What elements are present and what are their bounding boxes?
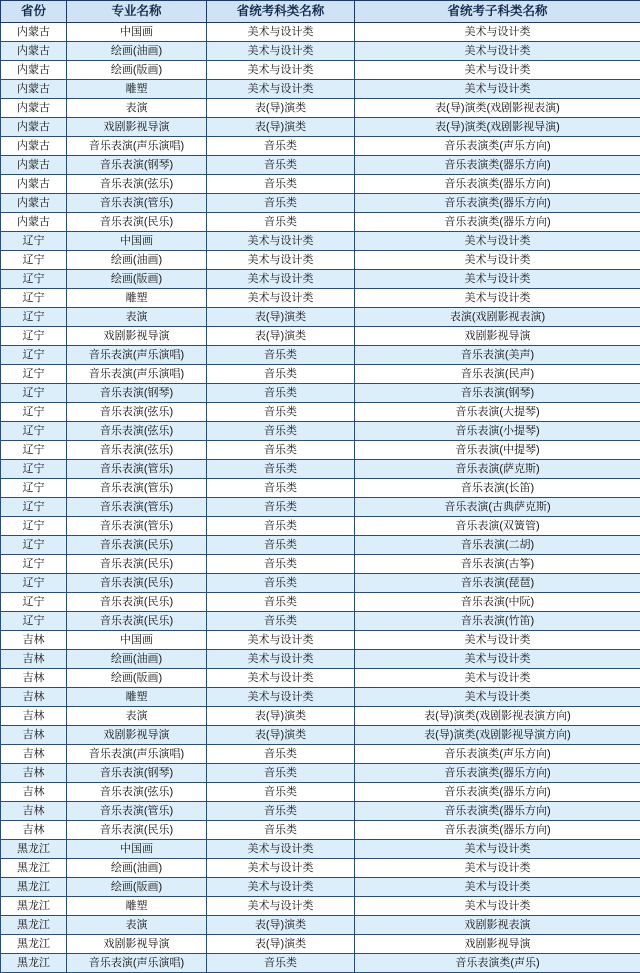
cell-exam-subcategory: 戏剧影视表演 — [355, 916, 640, 935]
cell-major-name: 音乐表演(钢琴) — [67, 384, 207, 403]
cell-exam-subcategory: 音乐表演(竹笛) — [355, 612, 640, 631]
cell-exam-category: 音乐类 — [207, 517, 355, 536]
cell-exam-subcategory: 音乐表演(民声) — [355, 365, 640, 384]
table-row — [1, 954, 640, 973]
table-row — [1, 403, 640, 422]
column-header-province: 省份 — [1, 1, 67, 23]
cell-province: 吉林 — [1, 631, 67, 650]
cell-province: 辽宁 — [1, 232, 67, 251]
cell-major-name: 雕塑 — [67, 80, 207, 99]
cell-major-name: 表演 — [67, 916, 207, 935]
cell-province: 内蒙古 — [1, 61, 67, 80]
table-row — [1, 479, 640, 498]
cell-exam-category: 音乐类 — [207, 764, 355, 783]
cell-exam-category: 音乐类 — [207, 593, 355, 612]
cell-major-name: 中国画 — [67, 23, 207, 42]
cell-province: 内蒙古 — [1, 99, 67, 118]
cell-province: 吉林 — [1, 688, 67, 707]
cell-exam-category: 音乐类 — [207, 422, 355, 441]
cell-exam-category: 音乐类 — [207, 137, 355, 156]
cell-province: 吉林 — [1, 707, 67, 726]
cell-exam-category: 音乐类 — [207, 536, 355, 555]
table-row — [1, 555, 640, 574]
cell-exam-subcategory: 音乐表演类(器乐方向) — [355, 175, 640, 194]
cell-major-name: 音乐表演(管乐) — [67, 479, 207, 498]
cell-exam-subcategory: 戏剧影视导演 — [355, 935, 640, 954]
column-header-exam-subcategory: 省统考子科类名称 — [355, 1, 640, 23]
table-row — [1, 517, 640, 536]
cell-exam-subcategory: 音乐表演类(声乐方向) — [355, 137, 640, 156]
cell-exam-category: 美术与设计类 — [207, 289, 355, 308]
cell-exam-category: 音乐类 — [207, 954, 355, 973]
cell-exam-category: 音乐类 — [207, 783, 355, 802]
table-row — [1, 365, 640, 384]
cell-exam-subcategory: 美术与设计类 — [355, 232, 640, 251]
cell-province: 黑龙江 — [1, 897, 67, 916]
cell-major-name: 戏剧影视导演 — [67, 935, 207, 954]
cell-exam-category: 音乐类 — [207, 175, 355, 194]
cell-province: 辽宁 — [1, 289, 67, 308]
cell-major-name: 音乐表演(民乐) — [67, 213, 207, 232]
cell-province: 吉林 — [1, 650, 67, 669]
cell-exam-subcategory: 音乐表演类(器乐方向) — [355, 783, 640, 802]
table-row — [1, 270, 640, 289]
table-row — [1, 498, 640, 517]
cell-exam-category: 音乐类 — [207, 821, 355, 840]
cell-exam-subcategory: 表(导)演类(戏剧影视导演) — [355, 118, 640, 137]
cell-exam-category: 音乐类 — [207, 384, 355, 403]
cell-major-name: 音乐表演(弦乐) — [67, 403, 207, 422]
cell-province: 辽宁 — [1, 498, 67, 517]
cell-province: 吉林 — [1, 745, 67, 764]
cell-exam-subcategory: 表演(戏剧影视表演) — [355, 308, 640, 327]
cell-exam-category: 美术与设计类 — [207, 878, 355, 897]
cell-exam-subcategory: 音乐表演(小提琴) — [355, 422, 640, 441]
cell-exam-subcategory: 美术与设计类 — [355, 859, 640, 878]
table-row — [1, 441, 640, 460]
table-row — [1, 422, 640, 441]
cell-province: 辽宁 — [1, 612, 67, 631]
table-row — [1, 802, 640, 821]
cell-exam-category: 美术与设计类 — [207, 859, 355, 878]
cell-major-name: 音乐表演(民乐) — [67, 574, 207, 593]
cell-major-name: 绘画(版画) — [67, 669, 207, 688]
cell-province: 吉林 — [1, 764, 67, 783]
cell-exam-subcategory: 美术与设计类 — [355, 251, 640, 270]
cell-exam-category: 美术与设计类 — [207, 840, 355, 859]
cell-province: 辽宁 — [1, 555, 67, 574]
cell-major-name: 音乐表演(民乐) — [67, 555, 207, 574]
table-row — [1, 688, 640, 707]
cell-exam-category: 表(导)演类 — [207, 707, 355, 726]
table-row — [1, 935, 640, 954]
table-row — [1, 61, 640, 80]
cell-exam-category: 美术与设计类 — [207, 61, 355, 80]
cell-province: 辽宁 — [1, 479, 67, 498]
cell-major-name: 表演 — [67, 308, 207, 327]
cell-major-name: 音乐表演(弦乐) — [67, 175, 207, 194]
cell-exam-category: 美术与设计类 — [207, 42, 355, 61]
cell-exam-subcategory: 音乐表演类(器乐方向) — [355, 213, 640, 232]
cell-exam-subcategory: 音乐表演(萨克斯) — [355, 460, 640, 479]
cell-major-name: 戏剧影视导演 — [67, 327, 207, 346]
cell-exam-category: 音乐类 — [207, 365, 355, 384]
cell-province: 辽宁 — [1, 574, 67, 593]
cell-major-name: 音乐表演(声乐演唱) — [67, 954, 207, 973]
table-row — [1, 745, 640, 764]
table-row — [1, 327, 640, 346]
cell-exam-category: 表(导)演类 — [207, 308, 355, 327]
cell-major-name: 中国画 — [67, 840, 207, 859]
cell-major-name: 音乐表演(钢琴) — [67, 156, 207, 175]
cell-exam-category: 音乐类 — [207, 156, 355, 175]
cell-province: 内蒙古 — [1, 194, 67, 213]
cell-exam-subcategory: 美术与设计类 — [355, 897, 640, 916]
table-row — [1, 289, 640, 308]
table-row — [1, 840, 640, 859]
cell-major-name: 绘画(油画) — [67, 251, 207, 270]
cell-province: 辽宁 — [1, 365, 67, 384]
table-row — [1, 726, 640, 745]
cell-province: 辽宁 — [1, 536, 67, 555]
cell-exam-category: 美术与设计类 — [207, 270, 355, 289]
table-row — [1, 707, 640, 726]
cell-major-name: 音乐表演(民乐) — [67, 612, 207, 631]
cell-major-name: 雕塑 — [67, 688, 207, 707]
cell-exam-category: 音乐类 — [207, 745, 355, 764]
cell-exam-subcategory: 音乐表演(中提琴) — [355, 441, 640, 460]
table-row — [1, 916, 640, 935]
table-row — [1, 99, 640, 118]
table-row — [1, 669, 640, 688]
table-row — [1, 574, 640, 593]
cell-major-name: 音乐表演(管乐) — [67, 802, 207, 821]
cell-major-name: 音乐表演(管乐) — [67, 460, 207, 479]
column-header-major-name: 专业名称 — [67, 1, 207, 23]
cell-major-name: 音乐表演(声乐演唱) — [67, 745, 207, 764]
cell-exam-subcategory: 美术与设计类 — [355, 669, 640, 688]
cell-exam-category: 音乐类 — [207, 612, 355, 631]
cell-exam-category: 美术与设计类 — [207, 688, 355, 707]
cell-major-name: 音乐表演(声乐演唱) — [67, 137, 207, 156]
cell-exam-category: 美术与设计类 — [207, 23, 355, 42]
cell-province: 黑龙江 — [1, 840, 67, 859]
cell-exam-category: 表(导)演类 — [207, 327, 355, 346]
cell-exam-subcategory: 美术与设计类 — [355, 688, 640, 707]
cell-province: 吉林 — [1, 726, 67, 745]
cell-exam-subcategory: 美术与设计类 — [355, 270, 640, 289]
table-row — [1, 859, 640, 878]
cell-province: 黑龙江 — [1, 935, 67, 954]
table-row — [1, 156, 640, 175]
cell-exam-subcategory: 音乐表演(古典萨克斯) — [355, 498, 640, 517]
cell-major-name: 绘画(油画) — [67, 42, 207, 61]
table-row — [1, 612, 640, 631]
cell-major-name: 音乐表演(管乐) — [67, 194, 207, 213]
cell-province: 辽宁 — [1, 251, 67, 270]
cell-province: 辽宁 — [1, 308, 67, 327]
cell-major-name: 表演 — [67, 707, 207, 726]
cell-province: 辽宁 — [1, 422, 67, 441]
cell-exam-category: 音乐类 — [207, 555, 355, 574]
cell-exam-subcategory: 美术与设计类 — [355, 631, 640, 650]
cell-exam-subcategory: 音乐表演类(声乐方向) — [355, 745, 640, 764]
cell-exam-category: 表(导)演类 — [207, 726, 355, 745]
cell-province: 辽宁 — [1, 441, 67, 460]
cell-exam-subcategory: 音乐表演类(器乐方向) — [355, 802, 640, 821]
cell-exam-category: 表(导)演类 — [207, 935, 355, 954]
cell-province: 辽宁 — [1, 593, 67, 612]
cell-exam-category: 音乐类 — [207, 346, 355, 365]
cell-exam-category: 美术与设计类 — [207, 897, 355, 916]
table-row — [1, 23, 640, 42]
cell-province: 辽宁 — [1, 384, 67, 403]
cell-major-name: 音乐表演(民乐) — [67, 536, 207, 555]
cell-major-name: 音乐表演(管乐) — [67, 498, 207, 517]
table-row — [1, 80, 640, 99]
cell-major-name: 戏剧影视导演 — [67, 726, 207, 745]
table-row — [1, 460, 640, 479]
table-row — [1, 650, 640, 669]
table-row — [1, 821, 640, 840]
cell-exam-category: 美术与设计类 — [207, 631, 355, 650]
cell-province: 内蒙古 — [1, 80, 67, 99]
cell-major-name: 戏剧影视导演 — [67, 118, 207, 137]
cell-exam-category: 表(导)演类 — [207, 99, 355, 118]
cell-exam-category: 音乐类 — [207, 498, 355, 517]
table-row — [1, 897, 640, 916]
cell-exam-subcategory: 音乐表演(钢琴) — [355, 384, 640, 403]
cell-exam-subcategory: 音乐表演(二胡) — [355, 536, 640, 555]
table-row — [1, 308, 640, 327]
cell-exam-subcategory: 音乐表演(双簧管) — [355, 517, 640, 536]
cell-province: 黑龙江 — [1, 916, 67, 935]
table-row — [1, 384, 640, 403]
cell-province: 吉林 — [1, 821, 67, 840]
cell-exam-subcategory: 美术与设计类 — [355, 61, 640, 80]
cell-exam-category: 音乐类 — [207, 574, 355, 593]
cell-major-name: 音乐表演(民乐) — [67, 821, 207, 840]
cell-exam-category: 美术与设计类 — [207, 669, 355, 688]
cell-province: 内蒙古 — [1, 175, 67, 194]
cell-major-name: 雕塑 — [67, 897, 207, 916]
cell-exam-subcategory: 音乐表演(美声) — [355, 346, 640, 365]
table-row — [1, 878, 640, 897]
cell-province: 吉林 — [1, 802, 67, 821]
cell-exam-category: 音乐类 — [207, 194, 355, 213]
cell-province: 吉林 — [1, 783, 67, 802]
table-row — [1, 783, 640, 802]
cell-major-name: 音乐表演(声乐演唱) — [67, 365, 207, 384]
cell-exam-subcategory: 音乐表演类(器乐方向) — [355, 821, 640, 840]
cell-major-name: 表演 — [67, 99, 207, 118]
cell-exam-subcategory: 美术与设计类 — [355, 42, 640, 61]
table-row — [1, 536, 640, 555]
cell-exam-category: 美术与设计类 — [207, 251, 355, 270]
cell-exam-category: 音乐类 — [207, 213, 355, 232]
cell-major-name: 中国画 — [67, 631, 207, 650]
table-header-row — [1, 1, 640, 23]
cell-province: 内蒙古 — [1, 23, 67, 42]
cell-province: 黑龙江 — [1, 878, 67, 897]
cell-exam-subcategory: 美术与设计类 — [355, 840, 640, 859]
cell-exam-subcategory: 美术与设计类 — [355, 289, 640, 308]
cell-province: 吉林 — [1, 669, 67, 688]
cell-province: 辽宁 — [1, 270, 67, 289]
cell-major-name: 音乐表演(弦乐) — [67, 422, 207, 441]
cell-exam-subcategory: 音乐表演(琵琶) — [355, 574, 640, 593]
cell-exam-subcategory: 音乐表演类(器乐方向) — [355, 156, 640, 175]
cell-exam-subcategory: 音乐表演类(器乐方向) — [355, 764, 640, 783]
table-row — [1, 42, 640, 61]
cell-exam-subcategory: 表(导)演类(戏剧影视表演方向) — [355, 707, 640, 726]
cell-major-name: 绘画(油画) — [67, 859, 207, 878]
cell-major-name: 绘画(版画) — [67, 270, 207, 289]
cell-province: 辽宁 — [1, 403, 67, 422]
cell-exam-category: 音乐类 — [207, 403, 355, 422]
cell-exam-subcategory: 音乐表演类(器乐方向) — [355, 194, 640, 213]
table-row — [1, 175, 640, 194]
cell-exam-subcategory: 美术与设计类 — [355, 878, 640, 897]
cell-exam-subcategory: 音乐表演类(声乐) — [355, 954, 640, 973]
cell-province: 辽宁 — [1, 327, 67, 346]
cell-province: 辽宁 — [1, 517, 67, 536]
cell-major-name: 音乐表演(声乐演唱) — [67, 346, 207, 365]
table-row — [1, 631, 640, 650]
cell-major-name: 绘画(版画) — [67, 878, 207, 897]
cell-exam-category: 美术与设计类 — [207, 650, 355, 669]
cell-major-name: 音乐表演(管乐) — [67, 517, 207, 536]
column-header-exam-category: 省统考科类名称 — [207, 1, 355, 23]
cell-major-name: 中国画 — [67, 232, 207, 251]
cell-province: 黑龙江 — [1, 859, 67, 878]
cell-exam-category: 音乐类 — [207, 441, 355, 460]
cell-exam-category: 表(导)演类 — [207, 916, 355, 935]
cell-exam-subcategory: 戏剧影视导演 — [355, 327, 640, 346]
table-row — [1, 346, 640, 365]
cell-province: 内蒙古 — [1, 42, 67, 61]
cell-exam-subcategory: 音乐表演(古筝) — [355, 555, 640, 574]
cell-exam-category: 表(导)演类 — [207, 118, 355, 137]
cell-exam-category: 音乐类 — [207, 802, 355, 821]
table-row — [1, 593, 640, 612]
table-row — [1, 213, 640, 232]
cell-exam-subcategory: 美术与设计类 — [355, 650, 640, 669]
cell-exam-subcategory: 美术与设计类 — [355, 23, 640, 42]
cell-province: 辽宁 — [1, 346, 67, 365]
table-row — [1, 764, 640, 783]
cell-major-name: 音乐表演(弦乐) — [67, 441, 207, 460]
cell-province: 内蒙古 — [1, 156, 67, 175]
cell-exam-subcategory: 音乐表演(大提琴) — [355, 403, 640, 422]
table-row — [1, 251, 640, 270]
cell-exam-category: 音乐类 — [207, 460, 355, 479]
cell-major-name: 音乐表演(弦乐) — [67, 783, 207, 802]
cell-province: 黑龙江 — [1, 954, 67, 973]
cell-province: 内蒙古 — [1, 137, 67, 156]
cell-exam-category: 美术与设计类 — [207, 232, 355, 251]
cell-major-name: 绘画(版画) — [67, 61, 207, 80]
table-row — [1, 118, 640, 137]
cell-exam-subcategory: 音乐表演(长笛) — [355, 479, 640, 498]
table-body — [1, 23, 640, 973]
table-row — [1, 232, 640, 251]
cell-province: 内蒙古 — [1, 118, 67, 137]
cell-exam-category: 音乐类 — [207, 479, 355, 498]
table-row — [1, 137, 640, 156]
cell-major-name: 音乐表演(民乐) — [67, 593, 207, 612]
table-row — [1, 194, 640, 213]
cell-major-name: 雕塑 — [67, 289, 207, 308]
cell-exam-category: 美术与设计类 — [207, 80, 355, 99]
cell-major-name: 绘画(油画) — [67, 650, 207, 669]
cell-major-name: 音乐表演(钢琴) — [67, 764, 207, 783]
cell-exam-subcategory: 表(导)演类(戏剧影视导演方向) — [355, 726, 640, 745]
cell-province: 辽宁 — [1, 460, 67, 479]
cell-exam-subcategory: 美术与设计类 — [355, 80, 640, 99]
cell-exam-subcategory: 表(导)演类(戏剧影视表演) — [355, 99, 640, 118]
cell-province: 内蒙古 — [1, 213, 67, 232]
cell-exam-subcategory: 音乐表演(中阮) — [355, 593, 640, 612]
